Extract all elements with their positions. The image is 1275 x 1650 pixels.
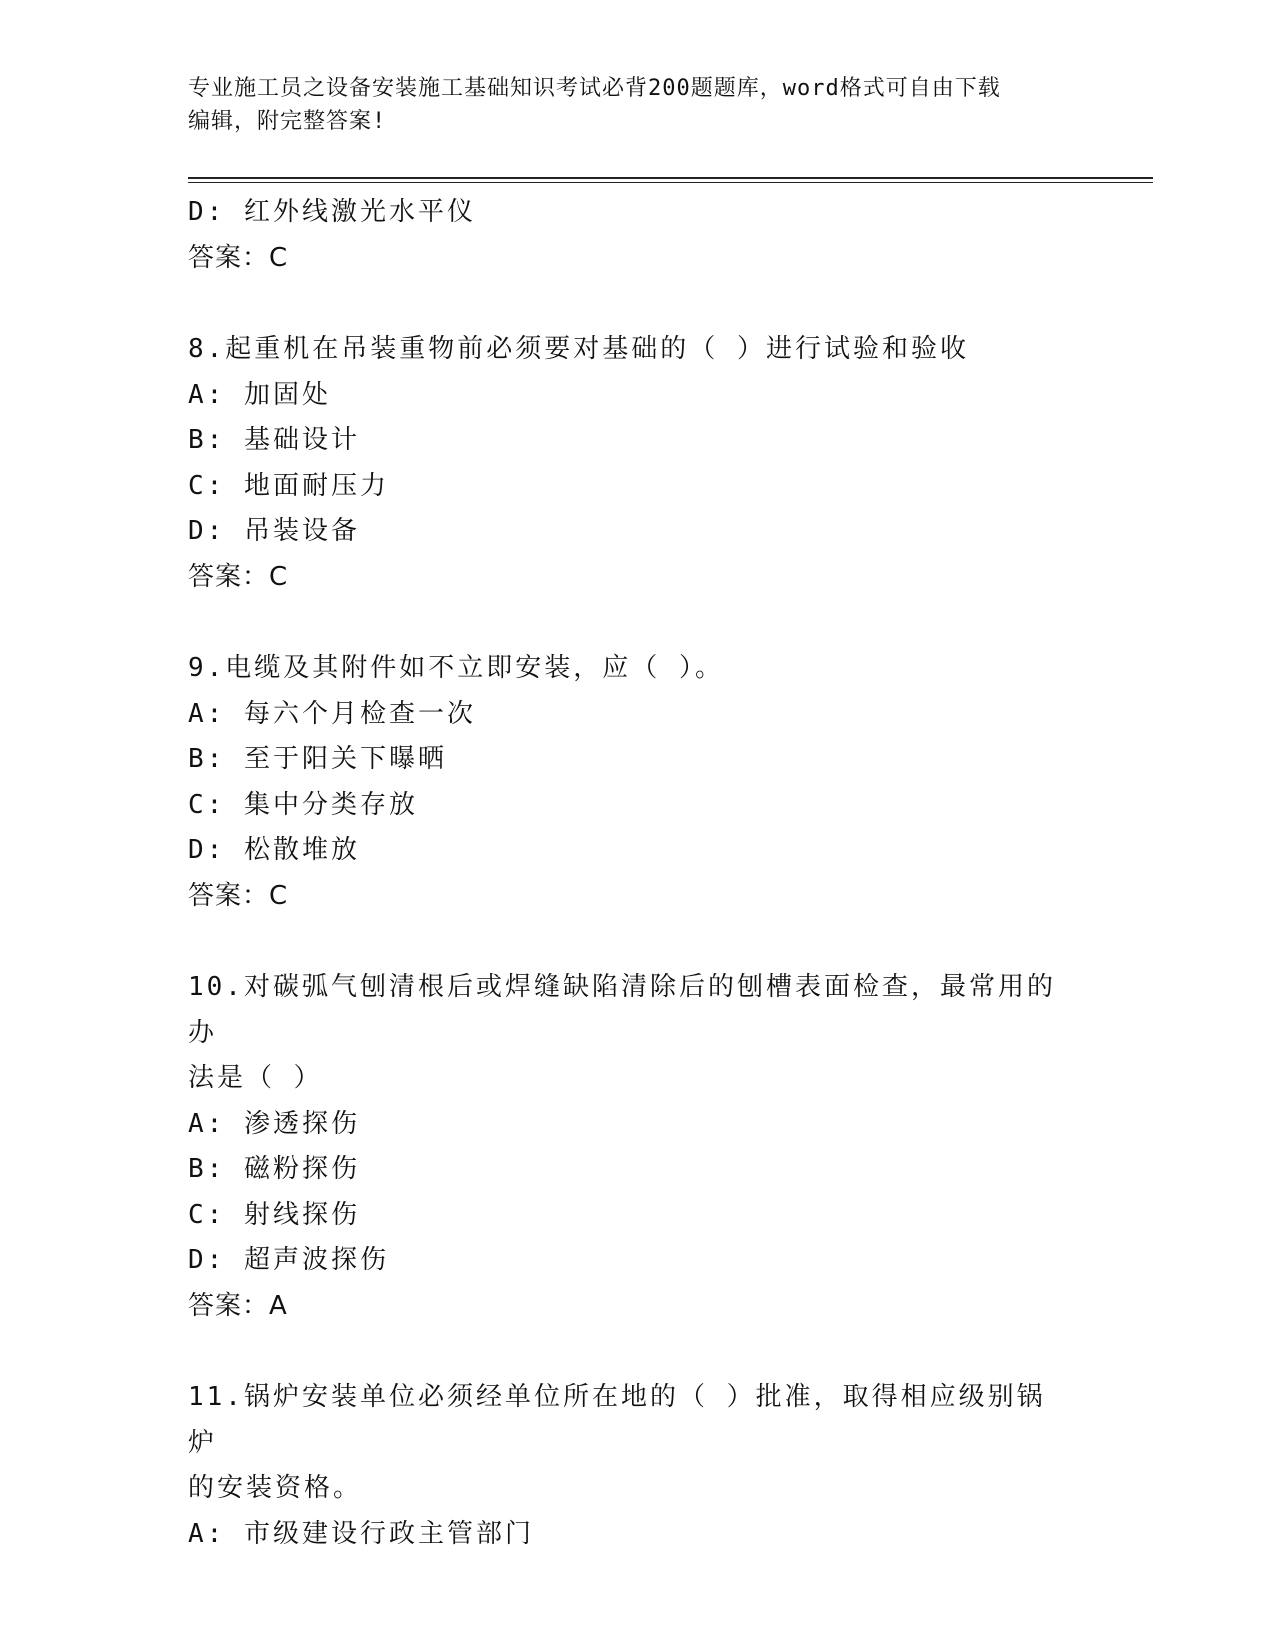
answer-line: 答案：C xyxy=(188,561,289,592)
option-d: D: 超声波探伤 xyxy=(188,1245,389,1275)
option-a: A: 每六个月检查一次 xyxy=(188,698,476,729)
answer-line: 答案：C xyxy=(188,880,289,911)
question-10 xyxy=(188,965,1068,1329)
question-9 xyxy=(188,646,1068,919)
answer-line: 答案：A xyxy=(188,1290,288,1321)
option-b: B: 至于阳关下曝晒 xyxy=(188,744,447,774)
question-text-line-2: 的安装资格。 xyxy=(188,1473,363,1503)
option-b: B: 磁粉探伤 xyxy=(188,1154,360,1184)
question-list xyxy=(188,190,1068,1557)
header-title-line-2: 编辑，附完整答案! xyxy=(188,109,387,134)
question-7-partial xyxy=(188,190,1068,281)
option-c: C: 集中分类存放 xyxy=(188,789,418,820)
header-title-line-1: 专业施工员之设备安装施工基础知识考试必背200题题库，word格式可自由下载 xyxy=(188,76,1001,101)
option-a: A: 加固处 xyxy=(188,379,331,410)
question-text: 9.电缆及其附件如不立即安装，应（ ）。 xyxy=(188,653,724,683)
document-header xyxy=(188,72,1068,138)
header-divider xyxy=(188,177,1153,183)
option-a: A: 市级建设行政主管部门 xyxy=(188,1518,534,1549)
option-c: C: 射线探伤 xyxy=(188,1199,360,1230)
question-text-line-1: 11.锅炉安装单位必须经单位所在地的（ ）批准，取得相应级别锅炉 xyxy=(188,1382,1046,1458)
question-text: 8.起重机在吊装重物前必须要对基础的（ ）进行试验和验收 xyxy=(188,334,969,364)
option-a: A: 渗透探伤 xyxy=(188,1108,360,1139)
option-d: D: 松散堆放 xyxy=(188,835,360,865)
answer-line: 答案：C xyxy=(188,242,289,273)
option-c: C: 地面耐压力 xyxy=(188,470,389,501)
question-text-line-2: 法是（ ） xyxy=(188,1063,323,1093)
question-text-line-1: 10.对碳弧气刨清根后或焊缝缺陷清除后的刨槽表面检查，最常用的办 xyxy=(188,972,1056,1048)
option-d: D: 吊装设备 xyxy=(188,516,360,546)
option-d: D: 红外线激光水平仪 xyxy=(188,197,476,227)
option-b: B: 基础设计 xyxy=(188,425,360,455)
question-11 xyxy=(188,1375,1068,1557)
question-8 xyxy=(188,327,1068,600)
